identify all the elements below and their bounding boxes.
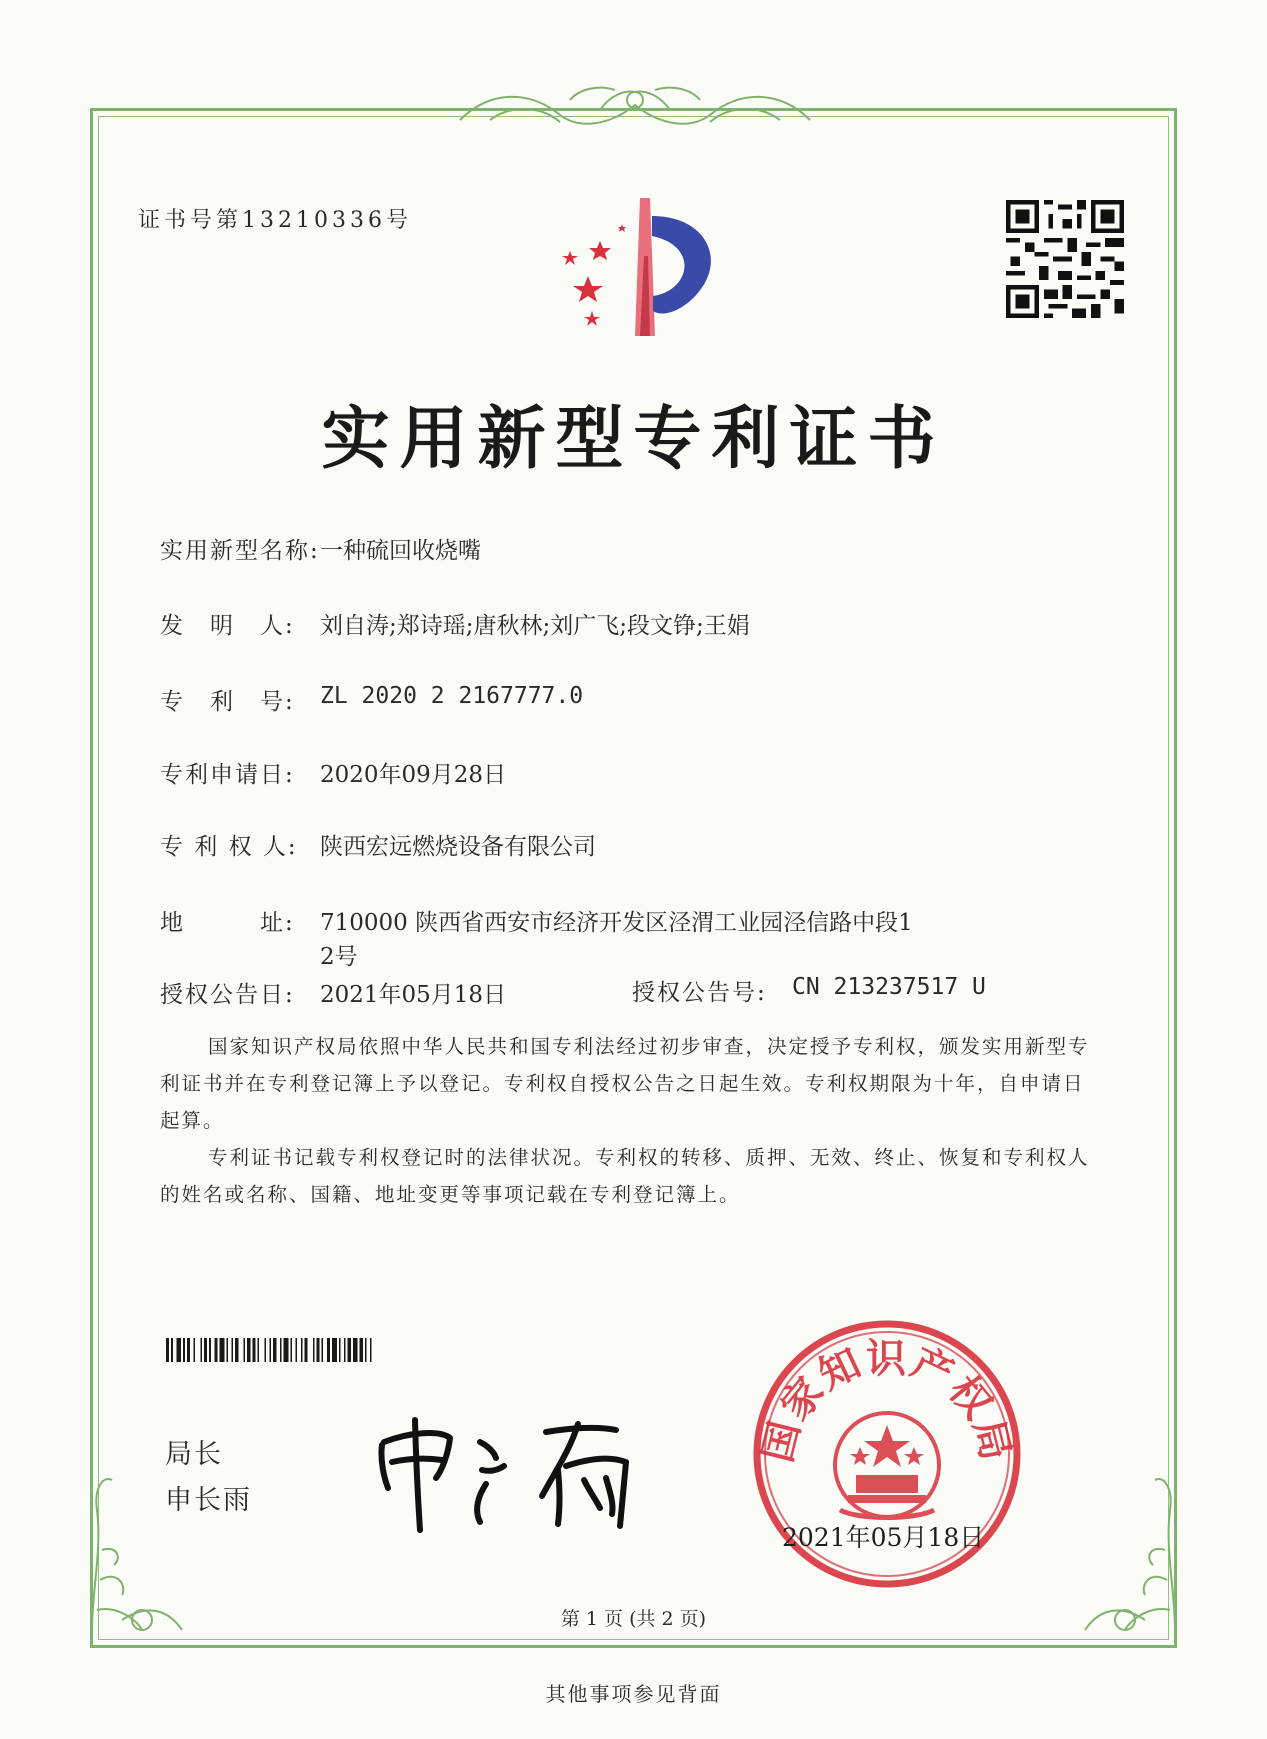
- field-grant-number: [632, 974, 1092, 1006]
- footer-note: 其他事项参见背面: [545, 1682, 722, 1706]
- field-patentee: [160, 828, 1060, 860]
- field-value: 2021年05月18日: [320, 982, 507, 1008]
- seal-text: 国家知识产权局: [754, 1335, 1020, 1467]
- seal-date: 2021年05月18日: [782, 1523, 985, 1552]
- body-paragraph-2: 专利证书记载专利权登记时的法律状况。专利权的转移、质押、无效、终止、恢复和专利权人的姓名或名称、国籍、地址变更等事项记载在专利登记簿上。: [160, 1146, 1090, 1206]
- field-value: CN 213237517 U: [792, 974, 986, 1000]
- director-name: 申长雨: [165, 1485, 252, 1516]
- barcode: [166, 1338, 482, 1362]
- field-label: 发 明 人:: [160, 613, 295, 639]
- patent-office-emblem: [540, 196, 730, 346]
- certificate-body-text: [160, 1028, 1105, 1213]
- director-title: 局长: [165, 1439, 223, 1470]
- field-value: 陕西宏远燃烧设备有限公司: [320, 834, 596, 860]
- field-patent-number: [160, 683, 1060, 715]
- field-value: 2020年09月28日: [320, 762, 507, 788]
- certificate-title: 实用新型专利证书: [321, 400, 946, 479]
- field-label: 实用新型名称:: [160, 538, 320, 564]
- qr-code: [1005, 200, 1125, 318]
- field-value-line2: 2号: [320, 944, 358, 970]
- field-label: 授权公告日:: [160, 982, 295, 1008]
- field-inventors: [160, 607, 1060, 639]
- field-label: 专 利 号:: [160, 689, 295, 715]
- top-ornament: [450, 80, 820, 140]
- page-indicator: 第 1 页 (共 2 页): [560, 1608, 707, 1630]
- field-label: 专利申请日:: [160, 762, 295, 788]
- field-value: 一种硫回收烧嘴: [320, 538, 481, 564]
- field-label: 授权公告号:: [632, 980, 767, 1006]
- field-address: [160, 904, 1060, 974]
- body-paragraph-1: 国家知识产权局依照中华人民共和国专利法经过初步审查，决定授予专利权，颁发实用新型专利证书并在专利登记簿上予以登记。专利权自授权公告之日起生效。专利权期限为十年，自申请日起算。: [160, 1035, 1090, 1132]
- field-value: ZL 2020 2 2167777.0: [320, 683, 584, 709]
- field-application-date: [160, 756, 1060, 788]
- handwritten-signature: [370, 1400, 650, 1540]
- field-grant-date: [160, 976, 600, 1008]
- field-value-line1: 710000 陕西省西安市经济开发区泾渭工业园泾信路中段1: [320, 910, 913, 936]
- certificate-number: 证书号第13210336号: [138, 208, 412, 233]
- field-label: 地 址:: [160, 910, 295, 936]
- field-value: 刘自涛;郑诗瑶;唐秋林;刘广飞;段文铮;王娟: [320, 613, 750, 639]
- field-label: 专 利 权 人:: [160, 834, 298, 860]
- field-utility-model-name: [160, 532, 1060, 564]
